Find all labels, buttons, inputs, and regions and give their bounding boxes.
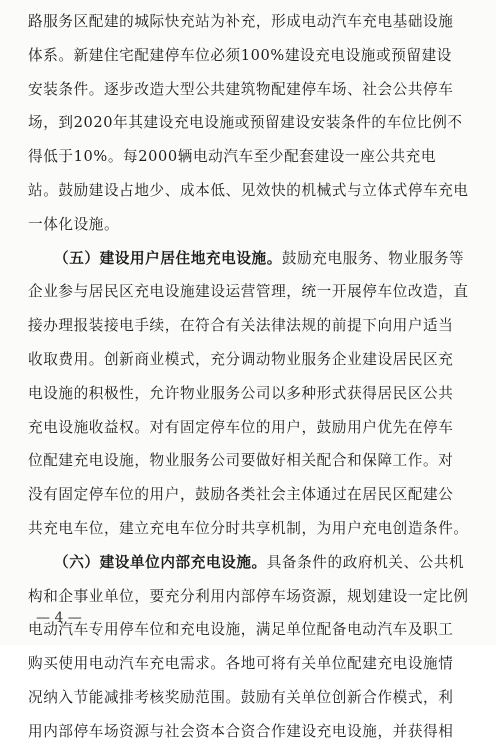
line-text: 安装条件。逐步改造大型公共建筑物配建停车场、社会公共停车 bbox=[28, 80, 454, 98]
paragraph-line bbox=[28, 5, 474, 39]
line-text: 场，到2020年其建设充电设施或预留建设安装条件的车位比例不 bbox=[28, 114, 463, 132]
paragraph-line bbox=[28, 275, 474, 309]
line-text: 鼓励充电服务、物业服务等 bbox=[281, 249, 465, 267]
line-text: 接办理报装接电手续，在符合有关法律法规的前提下向用户适当 bbox=[28, 317, 454, 335]
paragraph-line bbox=[28, 512, 474, 546]
line-text: 收取费用。创新商业模式，充分调动物业服务企业建设居民区充 bbox=[28, 350, 454, 368]
line-text: 购买使用电动汽车充电需求。各地可将有关单位配建充电设施情 bbox=[28, 655, 454, 673]
paragraph-line bbox=[28, 681, 474, 715]
line-text: 得低于10%。每2000辆电动汽车至少配套建设一座公共充电 bbox=[28, 148, 437, 166]
paragraph-line bbox=[28, 444, 474, 478]
line-text: 位配建充电设施，物业服务公司要做好相关配合和保障工作。对 bbox=[28, 452, 454, 470]
paragraph-line bbox=[28, 411, 474, 445]
paragraph-line bbox=[28, 580, 474, 614]
line-text: 电动汽车专用停车位和充电设施，满足单位配备电动汽车及职工 bbox=[28, 621, 454, 639]
paragraph-line bbox=[28, 73, 474, 107]
paragraph-line bbox=[28, 208, 474, 242]
paragraph-line bbox=[28, 140, 474, 174]
line-text: 没有固定停车位的用户，鼓励各类社会主体通过在居民区配建公 bbox=[28, 486, 454, 504]
page-number: — 4 — bbox=[36, 610, 82, 626]
paragraph-line bbox=[28, 39, 474, 73]
body-text bbox=[28, 5, 474, 749]
paragraph-line bbox=[28, 309, 474, 343]
section-heading-line bbox=[28, 546, 474, 580]
line-text: 站。鼓励建设占地少、成本低、见效快的机械式与立体式停车充电 bbox=[28, 181, 469, 199]
line-text: 充电设施收益权。对有固定停车位的用户，鼓励用户优先在停车 bbox=[28, 418, 454, 436]
line-text: 构和企事业单位，要充分利用内部停车场资源，规划建设一定比例 bbox=[28, 587, 469, 605]
line-text: 体系。新建住宅配建停车位必须100%建设充电设施或预留建设 bbox=[28, 46, 452, 64]
line-text: 具备条件的政府机关、公共机 bbox=[266, 553, 465, 571]
paragraph-line bbox=[28, 106, 474, 140]
line-text: 路服务区配建的城际快充站为补充，形成电动汽车充电基础设施 bbox=[28, 13, 454, 30]
paragraph-line bbox=[28, 174, 474, 208]
section-heading: （五）建设用户居住地充电设施。 bbox=[54, 249, 282, 267]
line-text: 用内部停车场资源与社会资本合资合作建设充电设施，并获得相 bbox=[28, 722, 454, 740]
paragraph-line bbox=[28, 377, 474, 411]
section-heading: （六）建设单位内部充电设施。 bbox=[54, 553, 267, 571]
paragraph-line bbox=[28, 343, 474, 377]
line-text: 况纳入节能减排考核奖励范围。鼓励有关单位创新合作模式，利 bbox=[28, 688, 454, 706]
line-text: 电设施的积极性，允许物业服务公司以多种形式获得居民区公共 bbox=[28, 384, 454, 402]
line-text: 共充电车位，建立充电车位分时共享机制，为用户充电创造条件。 bbox=[28, 519, 469, 537]
paragraph-line bbox=[28, 478, 474, 512]
line-text: 企业参与居民区充电设施建设运营管理，统一开展停车位改造，直 bbox=[28, 283, 469, 301]
paragraph-line bbox=[28, 613, 474, 647]
paragraph-line bbox=[28, 647, 474, 681]
line-text: 一体化设施。 bbox=[28, 215, 120, 233]
paragraph-line bbox=[28, 715, 474, 749]
section-heading-line bbox=[28, 242, 474, 276]
